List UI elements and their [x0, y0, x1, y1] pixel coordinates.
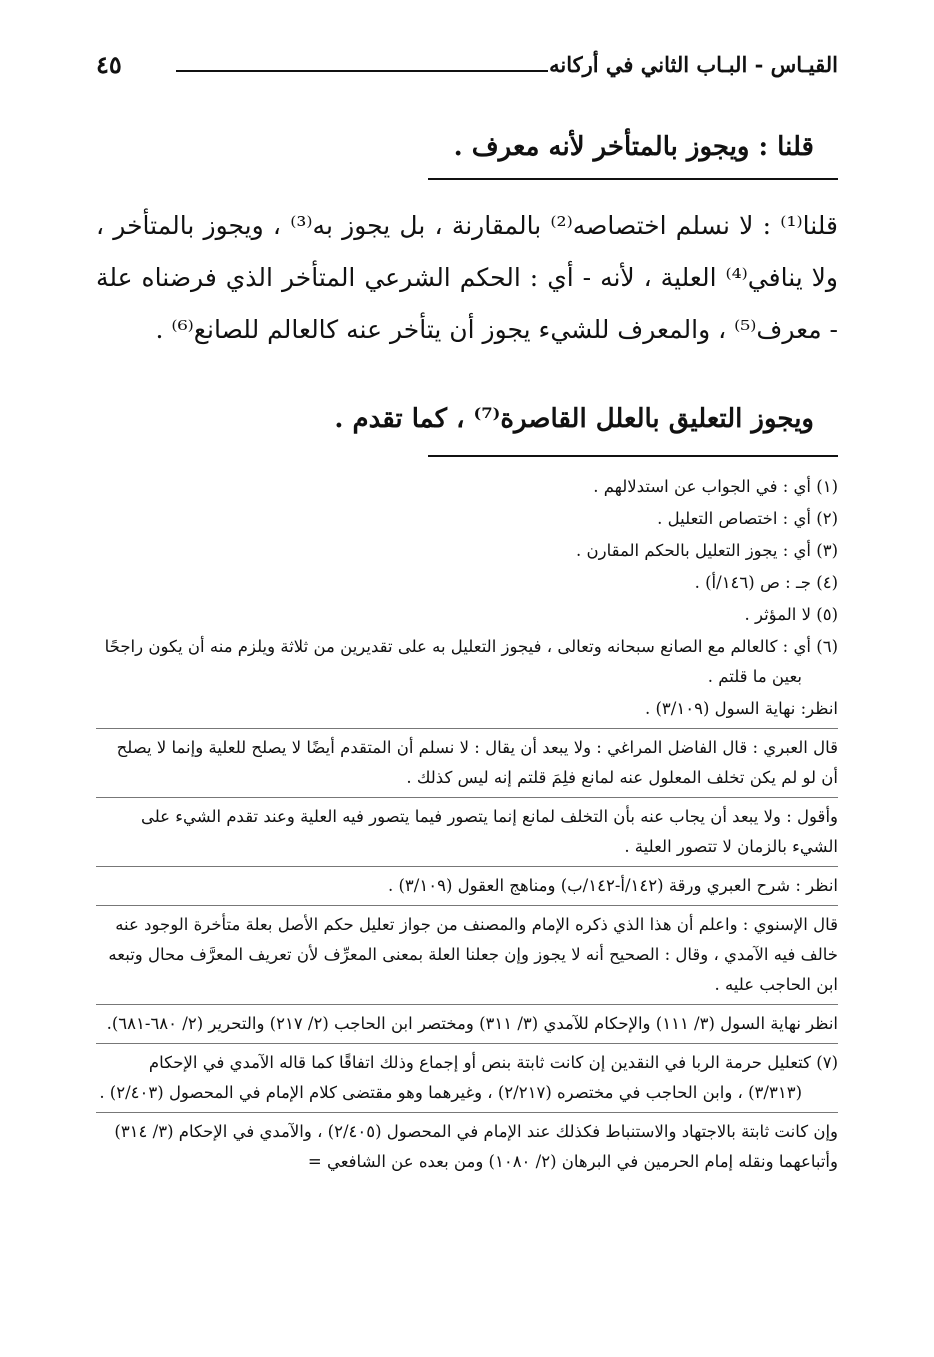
- divider: [96, 905, 838, 906]
- footnote-number: (٢): [816, 509, 838, 528]
- footnote-number: (٤): [816, 573, 838, 592]
- page-number: ٤٥: [96, 50, 122, 79]
- footnote-number: (١): [816, 477, 838, 496]
- divider: [96, 866, 838, 867]
- header-rule: [176, 70, 548, 72]
- commentary-paragraph: [96, 200, 838, 356]
- footnote-5: [96, 600, 838, 630]
- footnote-number: (٧): [816, 1053, 838, 1072]
- footnote-6-reference: انظر: نهاية السول (٣/١٠٩) .: [644, 699, 838, 718]
- footnote-text: أي : كالعالم مع الصانع سبحانه وتعالى ، فيجوز التعليل به على تقديرين من ثلاثة ويلزم منه أن يكون راجحًا بعين ما قلتم .: [104, 637, 811, 686]
- divider: [96, 1112, 838, 1113]
- footnote-number: (٣): [816, 541, 838, 560]
- footnote-6-quote: قال العبري : قال الفاضل المراغي : ولا يبعد أن يقال : لا نسلم أن المتقدم أيضًا لا يصلح للعلية وإنما لا يصلح أن لو لم يكن تخلف المعلول عنه لمانع فلِمَ قلتم إنه ليس كذلك .: [116, 738, 838, 787]
- divider: [96, 1004, 838, 1005]
- footnote-4: [96, 568, 838, 598]
- footnote-6: [96, 632, 838, 692]
- footnote-text: أي : يجوز التعليل بالحكم المقارن .: [576, 541, 811, 560]
- commentary-text: قلنا⁽¹⁾ : لا نسلم اختصاصه⁽²⁾ بالمقارنة ، بل يجوز به⁽³⁾ ، ويجوز بالمتأخر ، ولا ينافي⁽⁴⁾ العلية ، لأنه - أي : الحكم الشرعي المتأخر الذي فرضناه علة - معرف⁽⁵⁾ ، والمعرف للشيء يجوز أن يتأخر عنه كالعالم للصانع⁽⁶⁾ .: [96, 211, 839, 344]
- running-header: [96, 52, 838, 88]
- footnote-7-continuation: وإن كانت ثابتة بالاجتهاد والاستنباط فكذلك عند الإمام في المحصول (٢/٤٠٥) ، والآمدي في الإحكام (٣/ ٣١٤) وأتباعهما ونقله إمام الحرمين في البرهان (٢/ ١٠٨٠) ومن بعده عن الشافعي =: [114, 1122, 838, 1171]
- divider: [96, 1043, 838, 1044]
- footnotes: [96, 472, 838, 1179]
- footnote-6-quote-2: قال الإسنوي : واعلم أن هذا الذي ذكره الإمام والمصنف من جواز تعليل حكم الأصل بعلة متأخرة الوجود عنه خالف فيه الآمدي ، وقال : الصحيح أنه لا يجوز وإن جعلنا العلة بمعنى المعرِّف لأن تعريف المعرَّف محال وتبعه ابن الحاجب عليه .: [108, 915, 838, 994]
- footnote-6-reference-2: انظر : شرح العبري ورقة (١٤٢/أ-١٤٢/ب) ومناهج العقول (٣/١٠٩) .: [387, 876, 838, 895]
- divider: [96, 797, 838, 798]
- footnote-2: [96, 504, 838, 534]
- matn-text-2: ويجوز التعليق بالعلل القاصرة⁽⁷⁾ ، كما تقدم .: [334, 404, 814, 434]
- footnote-text: لا المؤثر .: [744, 605, 811, 624]
- footnote-7: [96, 1048, 838, 1108]
- matn-underline-1: [428, 178, 838, 180]
- footnote-3: [96, 536, 838, 566]
- footnote-number: (٥): [816, 605, 838, 624]
- footnote-text: أي : اختصاص التعليل .: [657, 509, 811, 528]
- divider: [96, 728, 838, 729]
- matn-text-1: قلنا : ويجوز بالمتأخر لأنه معرف .: [453, 132, 814, 162]
- footnote-text: أي : في الجواب عن استدلالهم .: [593, 477, 811, 496]
- footnote-number: (٦): [816, 637, 838, 656]
- header-title: القيـاس - البـاب الثاني في أركانه: [549, 52, 838, 77]
- footnote-text: جـ : ص (١٤٦/أ) .: [694, 573, 811, 592]
- matn-underline-2: [428, 455, 838, 457]
- footnote-6-reference-3: انظر نهاية السول (٣/ ١١١) والإحكام للآمدي (٣/ ٣١١) ومختصر ابن الحاجب (٢/ ٢١٧) والتحرير (٢/ ٦٨٠-٦٨١).: [106, 1014, 838, 1033]
- footnote-6-comment: وأقول : ولا يبعد أن يجاب عنه بأن التخلف لمانع إنما يتصور فيما يتصور فيه العلية وعند تقدم الشيء على الشيء بالزمان لا تتصور العلية .: [140, 807, 838, 856]
- footnote-text: كتعليل حرمة الربا في النقدين إن كانت ثابتة بنص أو إجماع وذلك اتفاقًا كما قاله الآمدي في الإحكام (٣/٣١٣) ، وابن الحاجب في مختصره (٢/٢١٧) ، وغيرهما وهو مقتضى كلام الإمام في المحصول (٢/٤٠٣) .: [99, 1053, 811, 1102]
- footnote-1: [96, 472, 838, 502]
